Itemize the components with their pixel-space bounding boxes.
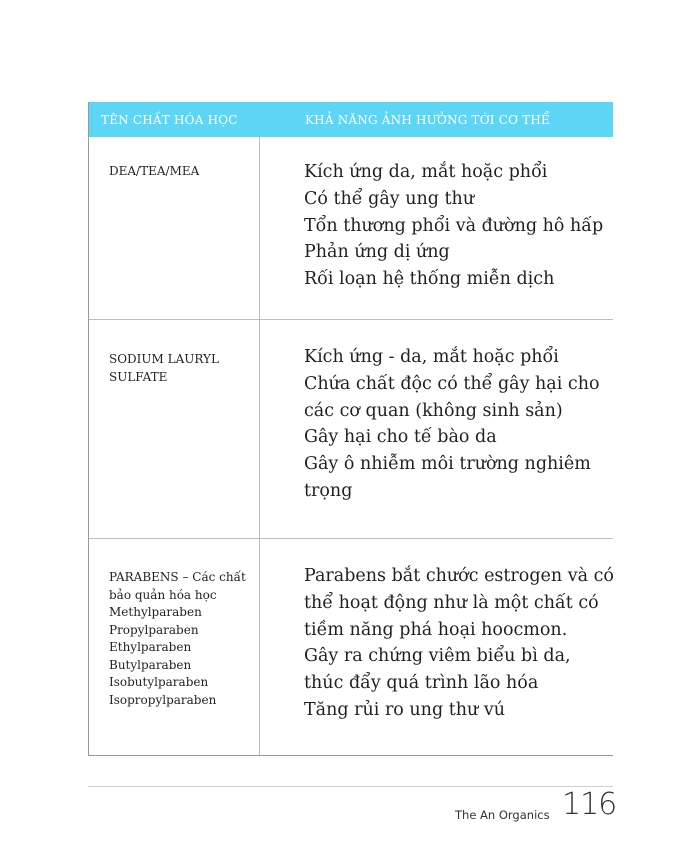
effect-line: Phản ứng dị ứng bbox=[304, 242, 450, 263]
effect-line: Tăng rủi ro ung thư vú bbox=[304, 699, 506, 720]
chemical-line: Butylparaben bbox=[109, 657, 192, 672]
effect-line: tiềm năng phá hoại hoocmon. bbox=[304, 619, 568, 640]
effects-cell bbox=[304, 344, 624, 505]
effect-line: Kích ứng da, mắt hoặc phổi bbox=[304, 162, 548, 182]
effect-line: Parabens bắt chước estrogen và có bbox=[304, 566, 614, 586]
chemical-effects-table bbox=[88, 102, 613, 756]
effect-line: thể hoạt động như là một chất có bbox=[304, 592, 599, 613]
effect-line: thúc đẩy quá trình lão hóa bbox=[304, 673, 539, 694]
effect-line: các cơ quan (không sinh sản) bbox=[304, 400, 563, 421]
effect-line: trọng bbox=[304, 480, 353, 501]
effect-line: Rối loạn hệ thống miễn dịch bbox=[304, 269, 555, 290]
footer-divider bbox=[88, 786, 613, 787]
effect-line: Gây ra chứng viêm biểu bì da, bbox=[304, 646, 571, 667]
chemical-line: SODIUM LAURYL bbox=[109, 352, 219, 366]
table-row bbox=[89, 539, 613, 755]
effect-line: Có thể gây ung thư bbox=[304, 188, 475, 209]
effect-line: Gây hại cho tế bào da bbox=[304, 427, 497, 448]
chemical-line: DEA/TEA/MEA bbox=[109, 164, 200, 178]
header-chemical-name: TÊN CHẤT HÓA HỌC bbox=[101, 113, 238, 127]
effect-line: Tổn thương phổi và đường hô hấp bbox=[304, 215, 604, 236]
effect-line: Chứa chất độc có thể gây hại cho bbox=[304, 373, 600, 394]
effects-cell bbox=[304, 563, 624, 724]
chemical-cell bbox=[109, 351, 251, 386]
chemical-line: Methylparaben bbox=[109, 605, 202, 619]
chemical-cell bbox=[109, 163, 251, 181]
effect-line: Gây ô nhiễm môi trường nghiêm bbox=[304, 454, 591, 475]
chemical-line: SULFATE bbox=[109, 369, 168, 384]
chemical-line: bảo quản hóa học bbox=[109, 587, 217, 602]
table-header bbox=[89, 102, 613, 137]
effect-line: Kích ứng - da, mắt hoặc phổi bbox=[304, 347, 559, 367]
chemical-line: Ethylparaben bbox=[109, 640, 192, 654]
page-number: 116 bbox=[562, 787, 617, 822]
chemical-line: PARABENS – Các chất bbox=[109, 570, 246, 584]
table-row bbox=[89, 320, 613, 539]
footer-brand: The An Organics bbox=[455, 808, 550, 822]
effects-cell bbox=[304, 159, 624, 293]
header-body-effects: KHẢ NĂNG ẢNH HƯỞNG TỚI CƠ THỂ bbox=[305, 113, 550, 127]
table-row bbox=[89, 137, 613, 320]
chemical-line: Isobutylparaben bbox=[109, 675, 209, 689]
chemical-cell bbox=[109, 569, 251, 709]
chemical-line: Isopropylparaben bbox=[109, 692, 217, 707]
chemical-line: Propylparaben bbox=[109, 622, 199, 637]
